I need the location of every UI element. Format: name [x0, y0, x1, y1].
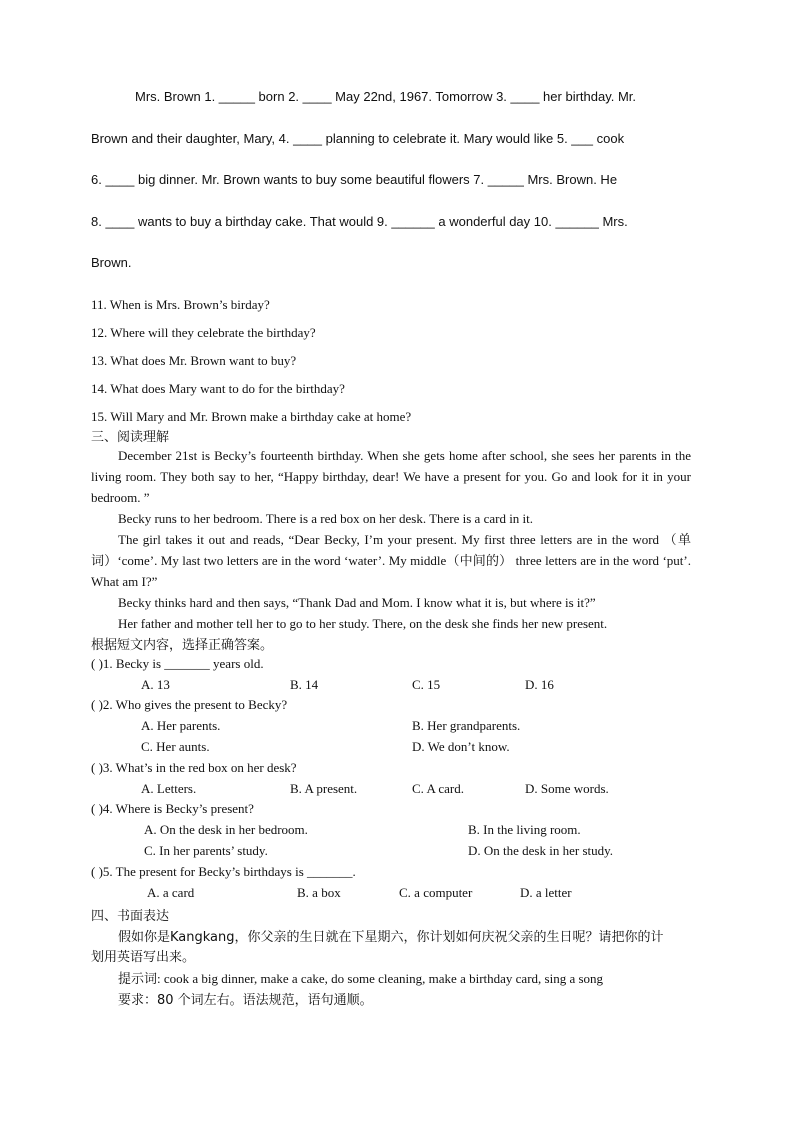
writing-prompt-line-2: 划用英语写出来。 — [91, 950, 196, 965]
mcq-5-stem: ( )5. The present for Becky’s birthdays is _______. — [91, 864, 356, 879]
mcq-5-option-a: A. a card — [147, 885, 195, 900]
question-14: 14. What does Mary want to do for the birthday? — [91, 381, 345, 396]
writing-heading: 四、书面表达 — [91, 909, 170, 924]
mcq-4-option-a: A. On the desk in her bedroom. — [144, 822, 308, 837]
reading-heading: 三、阅读理解 — [91, 430, 170, 445]
mcq-3-stem: ( )3. What’s in the red box on her desk? — [91, 760, 297, 775]
mcq-3-option-c: C. A card. — [412, 781, 464, 796]
mcq-2-option-b: B. Her grandparents. — [412, 718, 521, 733]
mcq-5-option-b: B. a box — [297, 885, 341, 900]
question-11: 11. When is Mrs. Brown’s birday? — [91, 297, 270, 312]
cloze-line-2: Brown and their daughter, Mary, 4. ____ planning to celebrate it. Mary would like 5. ___ cook — [91, 131, 625, 146]
writing-prompt-line-1: 假如你是Kangkang，你父亲的生日就在下星期六，你计划如何庆祝父亲的生日呢？请把你的计 — [118, 930, 664, 945]
reading-paragraph-1: December 21st is Becky’s fourteenth birthday. When she gets home after school, she sees her parents in the living room. They both say to her, “Happy birthday, dear! We have a present for you. Go and look for it in your bedroom. ” — [91, 448, 691, 505]
mcq-1-option-b: B. 14 — [290, 677, 319, 692]
mcq-4-option-d: D. On the desk in her study. — [468, 843, 614, 858]
cloze-line-1: Mrs. Brown 1. _____ born 2. ____ May 22nd, 1967. Tomorrow 3. ____ her birthday. Mr. — [135, 89, 637, 104]
mcq-1-option-c: C. 15 — [412, 677, 441, 692]
mcq-3-option-b: B. A present. — [290, 781, 358, 796]
reading-paragraph-3: The girl takes it out and reads, “Dear Becky, I’m your present. My first three letters are in the word （单词）‘come’. My last two letters are in the word ‘water’. My middle（中间的） three letters are in the word ‘put’. What am I?” — [91, 532, 691, 589]
mcq-1-stem: ( )1. Becky is _______ years old. — [91, 656, 264, 671]
question-12: 12. Where will they celebrate the birthday? — [91, 325, 316, 340]
mcq-3-option-a: A. Letters. — [141, 781, 197, 796]
writing-hint: 提示词: cook a big dinner, make a cake, do some cleaning, make a birthday card, sing a song — [118, 971, 604, 986]
cloze-line-5: Brown. — [91, 255, 132, 270]
mcq-5-option-c: C. a computer — [399, 885, 473, 900]
reading-paragraph-2: Becky runs to her bedroom. There is a red box on her desk. There is a card in it. — [118, 511, 534, 526]
mcq-1-option-d: D. 16 — [525, 677, 554, 692]
cloze-line-3: 6. ____ big dinner. Mr. Brown wants to buy some beautiful flowers 7. _____ Mrs. Brown. He — [91, 172, 618, 187]
mcq-2-stem: ( )2. Who gives the present to Becky? — [91, 697, 288, 712]
mcq-4-stem: ( )4. Where is Becky’s present? — [91, 801, 254, 816]
reading-paragraph-4: Becky thinks hard and then says, “Thank Dad and Mom. I know what it is, but where is it?” — [118, 595, 596, 610]
mcq-2-option-d: D. We don’t know. — [412, 739, 510, 754]
mcq-2-option-a: A. Her parents. — [141, 718, 221, 733]
reading-instruction: 根据短文内容，选择正确答案。 — [91, 638, 274, 653]
mcq-4-option-b: B. In the living room. — [468, 822, 581, 837]
mcq-2-option-c: C. Her aunts. — [141, 739, 210, 754]
mcq-1-option-a: A. 13 — [141, 677, 170, 692]
cloze-line-4: 8. ____ wants to buy a birthday cake. That would 9. ______ a wonderful day 10. ______ Mrs. — [91, 214, 628, 229]
mcq-5-option-d: D. a letter — [520, 885, 572, 900]
question-13: 13. What does Mr. Brown want to buy? — [91, 353, 297, 368]
mcq-3-option-d: D. Some words. — [525, 781, 609, 796]
writing-requirement: 要求：80 个词左右。语法规范，语句通顺。 — [118, 993, 373, 1008]
question-15: 15. Will Mary and Mr. Brown make a birthday cake at home? — [91, 409, 412, 424]
mcq-4-option-c: C. In her parents’ study. — [144, 843, 268, 858]
reading-paragraph-5: Her father and mother tell her to go to her study. There, on the desk she finds her new present. — [118, 616, 608, 631]
